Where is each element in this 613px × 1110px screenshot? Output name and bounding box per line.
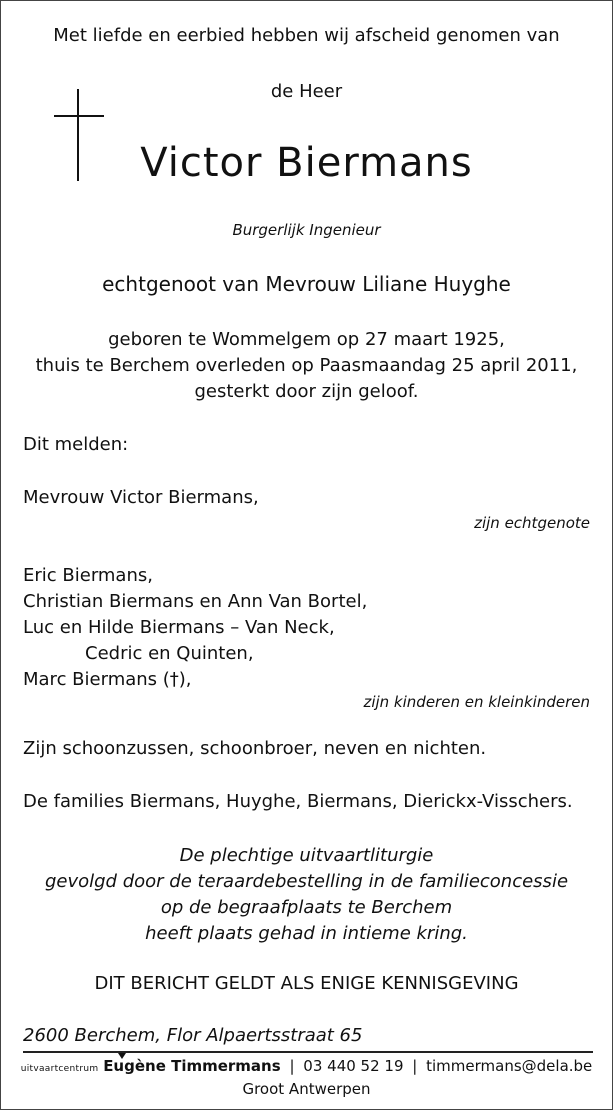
honorific: de Heer (270, 81, 343, 102)
address-line: 2600 Berchem, Flor Alpaertsstraat 65 (23, 1025, 363, 1046)
spouse-line: echtgenoot van Mevrouw Liliane Huyghe (102, 272, 511, 296)
notice-line: DIT BERICHT GELDT ALS ENIGE KENNISGEVING (94, 973, 519, 994)
footer-brand: Eugène Timmermans (103, 1057, 281, 1075)
announce-intro: Dit melden: (23, 434, 129, 455)
footer-region: Groot Antwerpen (242, 1080, 371, 1098)
death-line: thuis te Berchem overleden op Paasmaandag 25 april 2011, (35, 355, 578, 376)
footer-prefix: uitvaartcentrum (20, 1064, 99, 1074)
footer-separator: | (412, 1057, 418, 1075)
child-line: Christian Biermans en Ann Van Bortel, (23, 591, 368, 612)
families-line: De families Biermans, Huyghe, Biermans, Dierickx-Visschers. (23, 791, 573, 812)
spouse-name: Mevrouw Victor Biermans, (23, 487, 259, 508)
footer-phone[interactable]: 03 440 52 19 (303, 1057, 404, 1075)
intro-line: Met liefde en eerbied hebben wij afscheid genomen van (53, 25, 560, 46)
spouse-relation: zijn echtgenote (474, 514, 590, 532)
footer-divider (23, 1051, 593, 1053)
in-laws-line: Zijn schoonzussen, schoonbroer, neven en nichten. (23, 738, 487, 759)
profession: Burgerlijk Ingenieur (232, 221, 381, 239)
funeral-line: op de begraafplaats te Berchem (160, 897, 453, 918)
child-line: Eric Biermans, (23, 565, 153, 586)
child-line: Marc Biermans (†), (23, 669, 192, 690)
footer-contact-line (1, 1056, 612, 1079)
child-line: Luc en Hilde Biermans – Van Neck, (23, 617, 335, 638)
footer-separator: | (289, 1057, 295, 1075)
deceased-name: Victor Biermans (140, 140, 473, 186)
birth-line: geboren te Wommelgem op 27 maart 1925, (108, 329, 505, 350)
faith-line: gesterkt door zijn geloof. (194, 381, 419, 402)
footer (1, 1056, 612, 1099)
funeral-line: heeft plaats gehad in intieme kring. (145, 923, 468, 944)
children-relation: zijn kinderen en kleinkinderen (363, 693, 590, 711)
grandchildren-line: Cedric en Quinten, (85, 643, 254, 664)
funeral-line: gevolgd door de teraardebestelling in de familieconcessie (44, 871, 569, 892)
footer-email[interactable]: timmermans@dela.be (426, 1057, 593, 1075)
funeral-line: De plechtige uitvaartliturgie (179, 845, 434, 866)
